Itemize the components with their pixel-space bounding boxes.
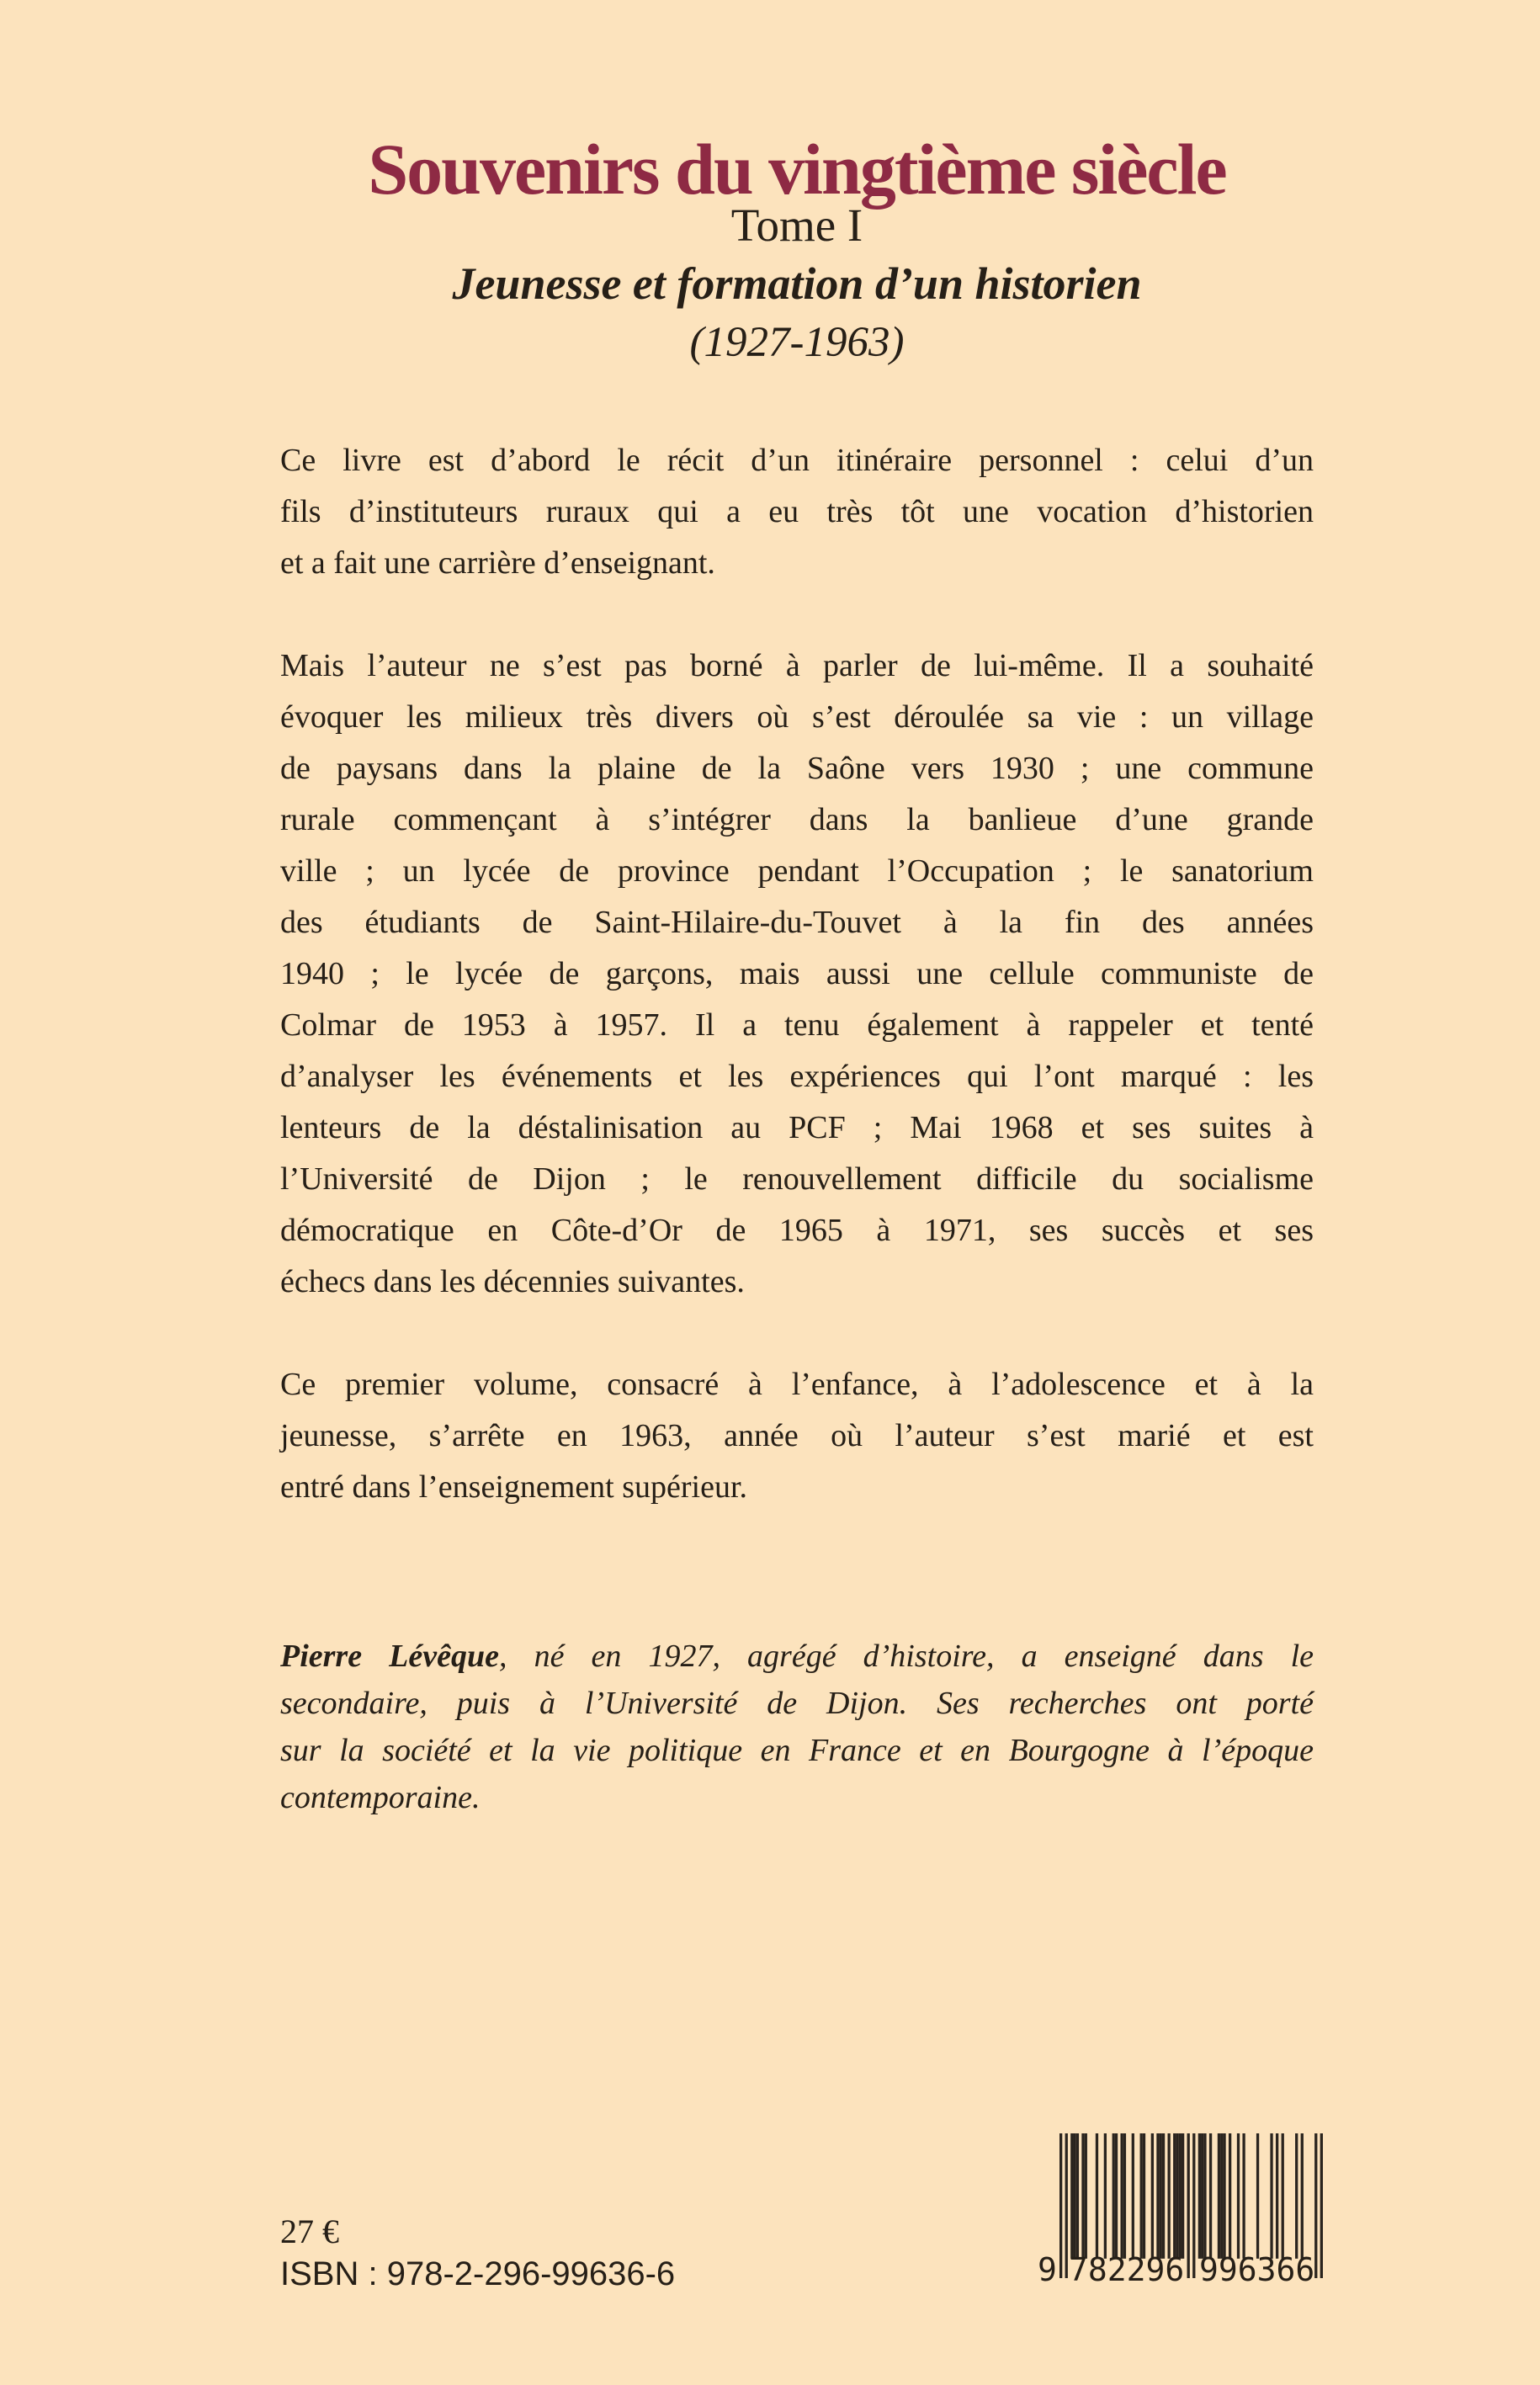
- author-bio: [280, 1633, 1314, 1821]
- text-line: Pierre Lévêque, né en 1927, agrégé d’histoire, a enseigné dans le: [280, 1639, 1314, 1674]
- text-line: évoquer les milieux très divers où s’est déroulée sa vie : un village: [280, 699, 1314, 735]
- text-line: Ce livre est d’abord le récit d’un itinéraire personnel : celui d’un: [280, 443, 1314, 478]
- synopsis-paragraph-1: [280, 435, 1314, 589]
- ean13-barcode: [1038, 2133, 1324, 2288]
- date-range: (1927-1963): [689, 319, 905, 366]
- text-line: sur la société et la vie politique en France et en Bourgogne à l’époque: [280, 1733, 1314, 1768]
- text-line: Colmar de 1953 à 1957. Il a tenu également à rappeler et tenté: [280, 1007, 1314, 1043]
- text-line: rurale commençant à s’intégrer dans la banlieue d’une grande: [280, 802, 1314, 837]
- text-line: et a fait une carrière d’enseignant.: [280, 545, 715, 581]
- synopsis-paragraph-2: [280, 640, 1314, 1308]
- text-line: lenteurs de la déstalinisation au PCF ; Mai 1968 et ses suites à: [280, 1110, 1314, 1145]
- text-line: démocratique en Côte-d’Or de 1965 à 1971, ses succès et ses: [280, 1213, 1314, 1248]
- subtitle: Jeunesse et formation d’un historien: [452, 258, 1142, 309]
- text-line: l’Université de Dijon ; le renouvellement difficile du socialisme: [280, 1161, 1314, 1197]
- text-line: jeunesse, s’arrête en 1963, année où l’auteur s’est marié et est: [280, 1418, 1314, 1453]
- text-line: de paysans dans la plaine de la Saône vers 1930 ; une commune: [280, 751, 1314, 786]
- text-line: Ce premier volume, consacré à l’enfance, à l’adolescence et à la: [280, 1367, 1314, 1402]
- text-line: échecs dans les décennies suivantes.: [280, 1264, 745, 1299]
- text-line: 1940 ; le lycée de garçons, mais aussi une cellule communiste de: [280, 956, 1314, 991]
- synopsis-paragraph-3: [280, 1359, 1314, 1513]
- text-line: fils d’instituteurs ruraux qui a eu très tôt une vocation d’historien: [280, 494, 1314, 529]
- text-line: contemporaine.: [280, 1780, 481, 1815]
- text-line: entré dans l’enseignement supérieur.: [280, 1469, 748, 1505]
- price-label: 27 €: [280, 2212, 339, 2250]
- barcode-digits-left: 782296: [1069, 2251, 1185, 2288]
- isbn-label: ISBN : 978-2-296-99636-6: [280, 2255, 676, 2292]
- text-line: Mais l’auteur ne s’est pas borné à parler de lui-même. Il a souhaité: [280, 648, 1314, 683]
- barcode-digits-right: 996366: [1199, 2251, 1315, 2288]
- text-line: d’analyser les événements et les expériences qui l’ont marqué : les: [280, 1059, 1314, 1094]
- page-title: Souvenirs du vingtième siècle: [368, 128, 1226, 210]
- text-line: des étudiants de Saint-Hilaire-du-Touvet à la fin des années: [280, 905, 1314, 940]
- synopsis: [280, 435, 1314, 1564]
- text-line: ville ; un lycée de province pendant l’Occupation ; le sanatorium: [280, 853, 1314, 889]
- tome-label: Tome I: [730, 199, 863, 251]
- barcode-digit-first: 9: [1038, 2251, 1057, 2288]
- text-line: secondaire, puis à l’Université de Dijon. Ses recherches ont porté: [280, 1686, 1314, 1721]
